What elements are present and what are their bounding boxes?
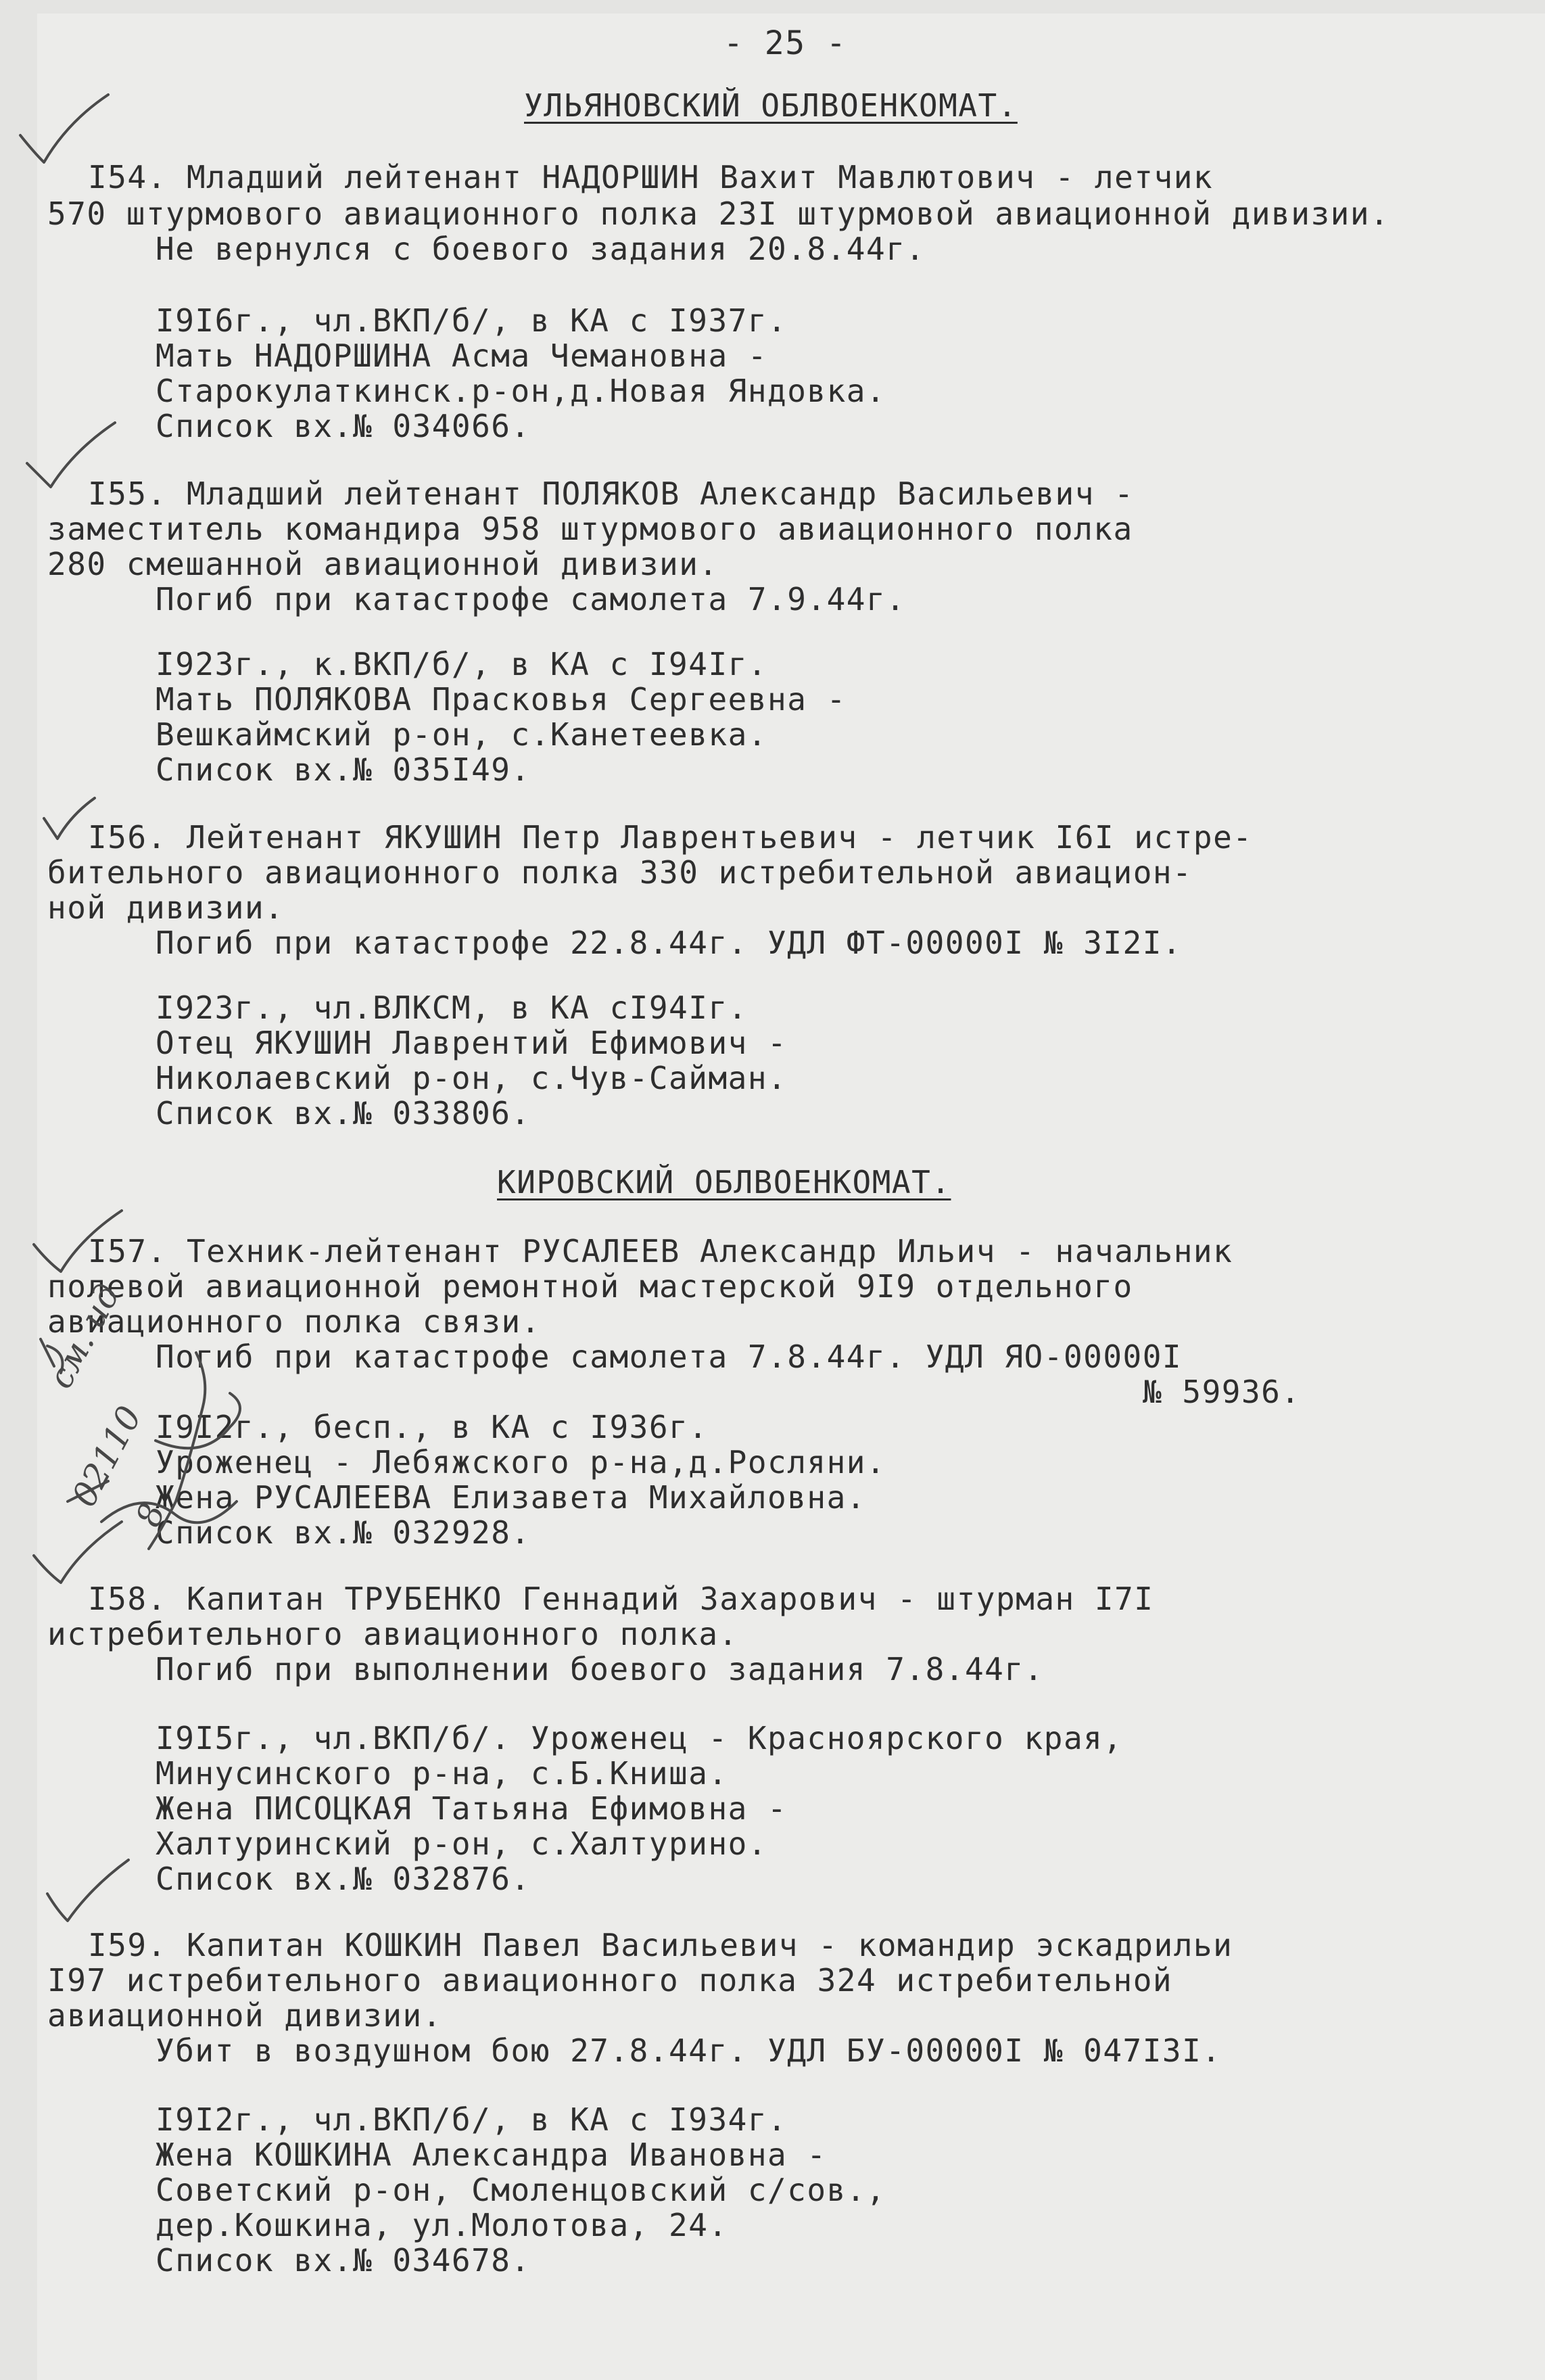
entry-line: Убит в воздушном бою 27.8.44г. УДЛ БУ-00000I № 047I3I. [156,2032,1222,2069]
entry-line: Советский р-он, Смоленцовский с/сов., [156,2172,886,2208]
margin-note: см. ид [41,1278,128,1395]
checkmark-icon [41,1853,135,1928]
entry-line: I9I2г., бесп., в КА с I936г. [156,1409,709,1445]
entry-line: Старокулаткинск.р-он,д.Новая Яндовка. [156,373,886,409]
entry-line: I56. Лейтенант ЯКУШИН Петр Лаврентьевич - летчик I6I истре- [88,819,1253,856]
entry-line: Халтуринский р-он, с.Халтурино. [156,1825,768,1862]
entry-line: авиационной дивизии. [47,1997,442,2034]
entry-line: ной дивизии. [47,889,285,926]
entry-line: Мать НАДОРШИНА Асма Чемановна - [156,337,768,374]
entry-line: дер.Кошкина, ул.Молотова, 24. [156,2207,728,2243]
entry-line: № 59936. [1143,1374,1301,1410]
checkmark-icon [37,791,98,845]
entry-line: Минусинского р-на, с.Б.Книша. [156,1755,728,1792]
margin-note: 02110 [64,1399,149,1514]
entry-line: I923г., чл.ВЛКСМ, в КА сI94Iг. [156,989,748,1026]
entry-line: I55. Младший лейтенант ПОЛЯКОВ Александр Васильевич - [88,475,1135,512]
entry-line: полевой авиационной ремонтной мастерской 9I9 отдельного [47,1268,1133,1305]
entry-line: Уроженец - Лебяжского р-на,д.Росляни. [156,1444,886,1480]
entry-line: I57. Техник-лейтенант РУСАЛЕЕВ Александр Ильич - начальник [88,1233,1233,1269]
section-heading: УЛЬЯНОВСКИЙ ОБЛВОЕНКОМАТ. [524,87,1018,124]
entry-line: I923г., к.ВКП/б/, в КА с I94Iг. [156,646,768,682]
entry-line: I58. Капитан ТРУБЕНКО Геннадий Захарович - штурман I7I [88,1581,1154,1617]
entry-line: Список вх.№ 033806. [156,1095,531,1131]
section-heading: КИРОВСКИЙ ОБЛВОЕНКОМАТ. [497,1164,951,1200]
entry-line: Жена ПИСОЦКАЯ Татьяна Ефимовна - [156,1790,788,1827]
entry-line: I54. Младший лейтенант НАДОРШИН Вахит Мавлютович - летчик [88,159,1214,195]
entry-line: бительного авиационного полка 330 истребительной авиацион- [47,854,1193,891]
entry-line: Список вх.№ 035I49. [156,751,531,788]
margin-note: 8 [128,1498,173,1532]
entry-line: Погиб при катастрофе самолета 7.8.44г. УДЛ ЯО-00000I [156,1338,1183,1375]
entry-line: I9I2г., чл.ВКП/б/, в КА с I934г. [156,2101,788,2138]
entry-line: Список вх.№ 032876. [156,1861,531,1897]
entry-line: Отец ЯКУШИН Лаврентий Ефимович - [156,1025,788,1061]
entry-line: Погиб при катастрофе самолета 7.9.44г. [156,581,906,617]
entry-line: Список вх.№ 032928. [156,1514,531,1551]
entry-line: I97 истребительного авиационного полка 324 истребительной [47,1962,1173,1999]
entry-line: I59. Капитан КОШКИН Павел Васильевич - командир эскадрильи [88,1927,1233,1963]
entry-line: I9I5г., чл.ВКП/б/. Уроженец - Красноярского края, [156,1720,1123,1756]
entry-line: I9I6г., чл.ВКП/б/, в КА с I937г. [156,302,788,339]
page-number: - 25 - [723,24,847,62]
entry-line: Жена КОШКИНА Александра Ивановна - [156,2137,827,2173]
entry-line: Жена РУСАЛЕЕВА Елизавета Михайловна. [156,1479,866,1516]
entry-line: Список вх.№ 034066. [156,408,531,444]
entry-line: 570 штурмового авиационного полка 23I штурмовой авиационной дивизии. [47,195,1390,232]
checkmark-icon [14,88,115,169]
entry-line: Вешкаймский р-он, с.Канетеевка. [156,716,768,753]
entry-line: Мать ПОЛЯКОВА Прасковья Сергеевна - [156,681,847,718]
entry-line: заместитель командира 958 штурмового авиационного полка [47,511,1133,547]
checkmark-icon [20,413,122,494]
entry-line: Не вернулся с боевого задания 20.8.44г. [156,231,926,267]
entry-line: Погиб при выполнении боевого задания 7.8.44г. [156,1651,1044,1687]
entry-line: истребительного авиационного полка. [47,1616,738,1652]
entry-line: авиационного полка связи. [47,1303,541,1340]
entry-line: Николаевский р-он, с.Чув-Сайман. [156,1060,788,1096]
checkmark-icon [27,1204,128,1278]
entry-line: 280 смешанной авиационной дивизии. [47,546,719,582]
entry-line: Список вх.№ 034678. [156,2242,531,2279]
entry-line: Погиб при катастрофе 22.8.44г. УДЛ ФТ-00000I № 3I2I. [156,925,1183,961]
